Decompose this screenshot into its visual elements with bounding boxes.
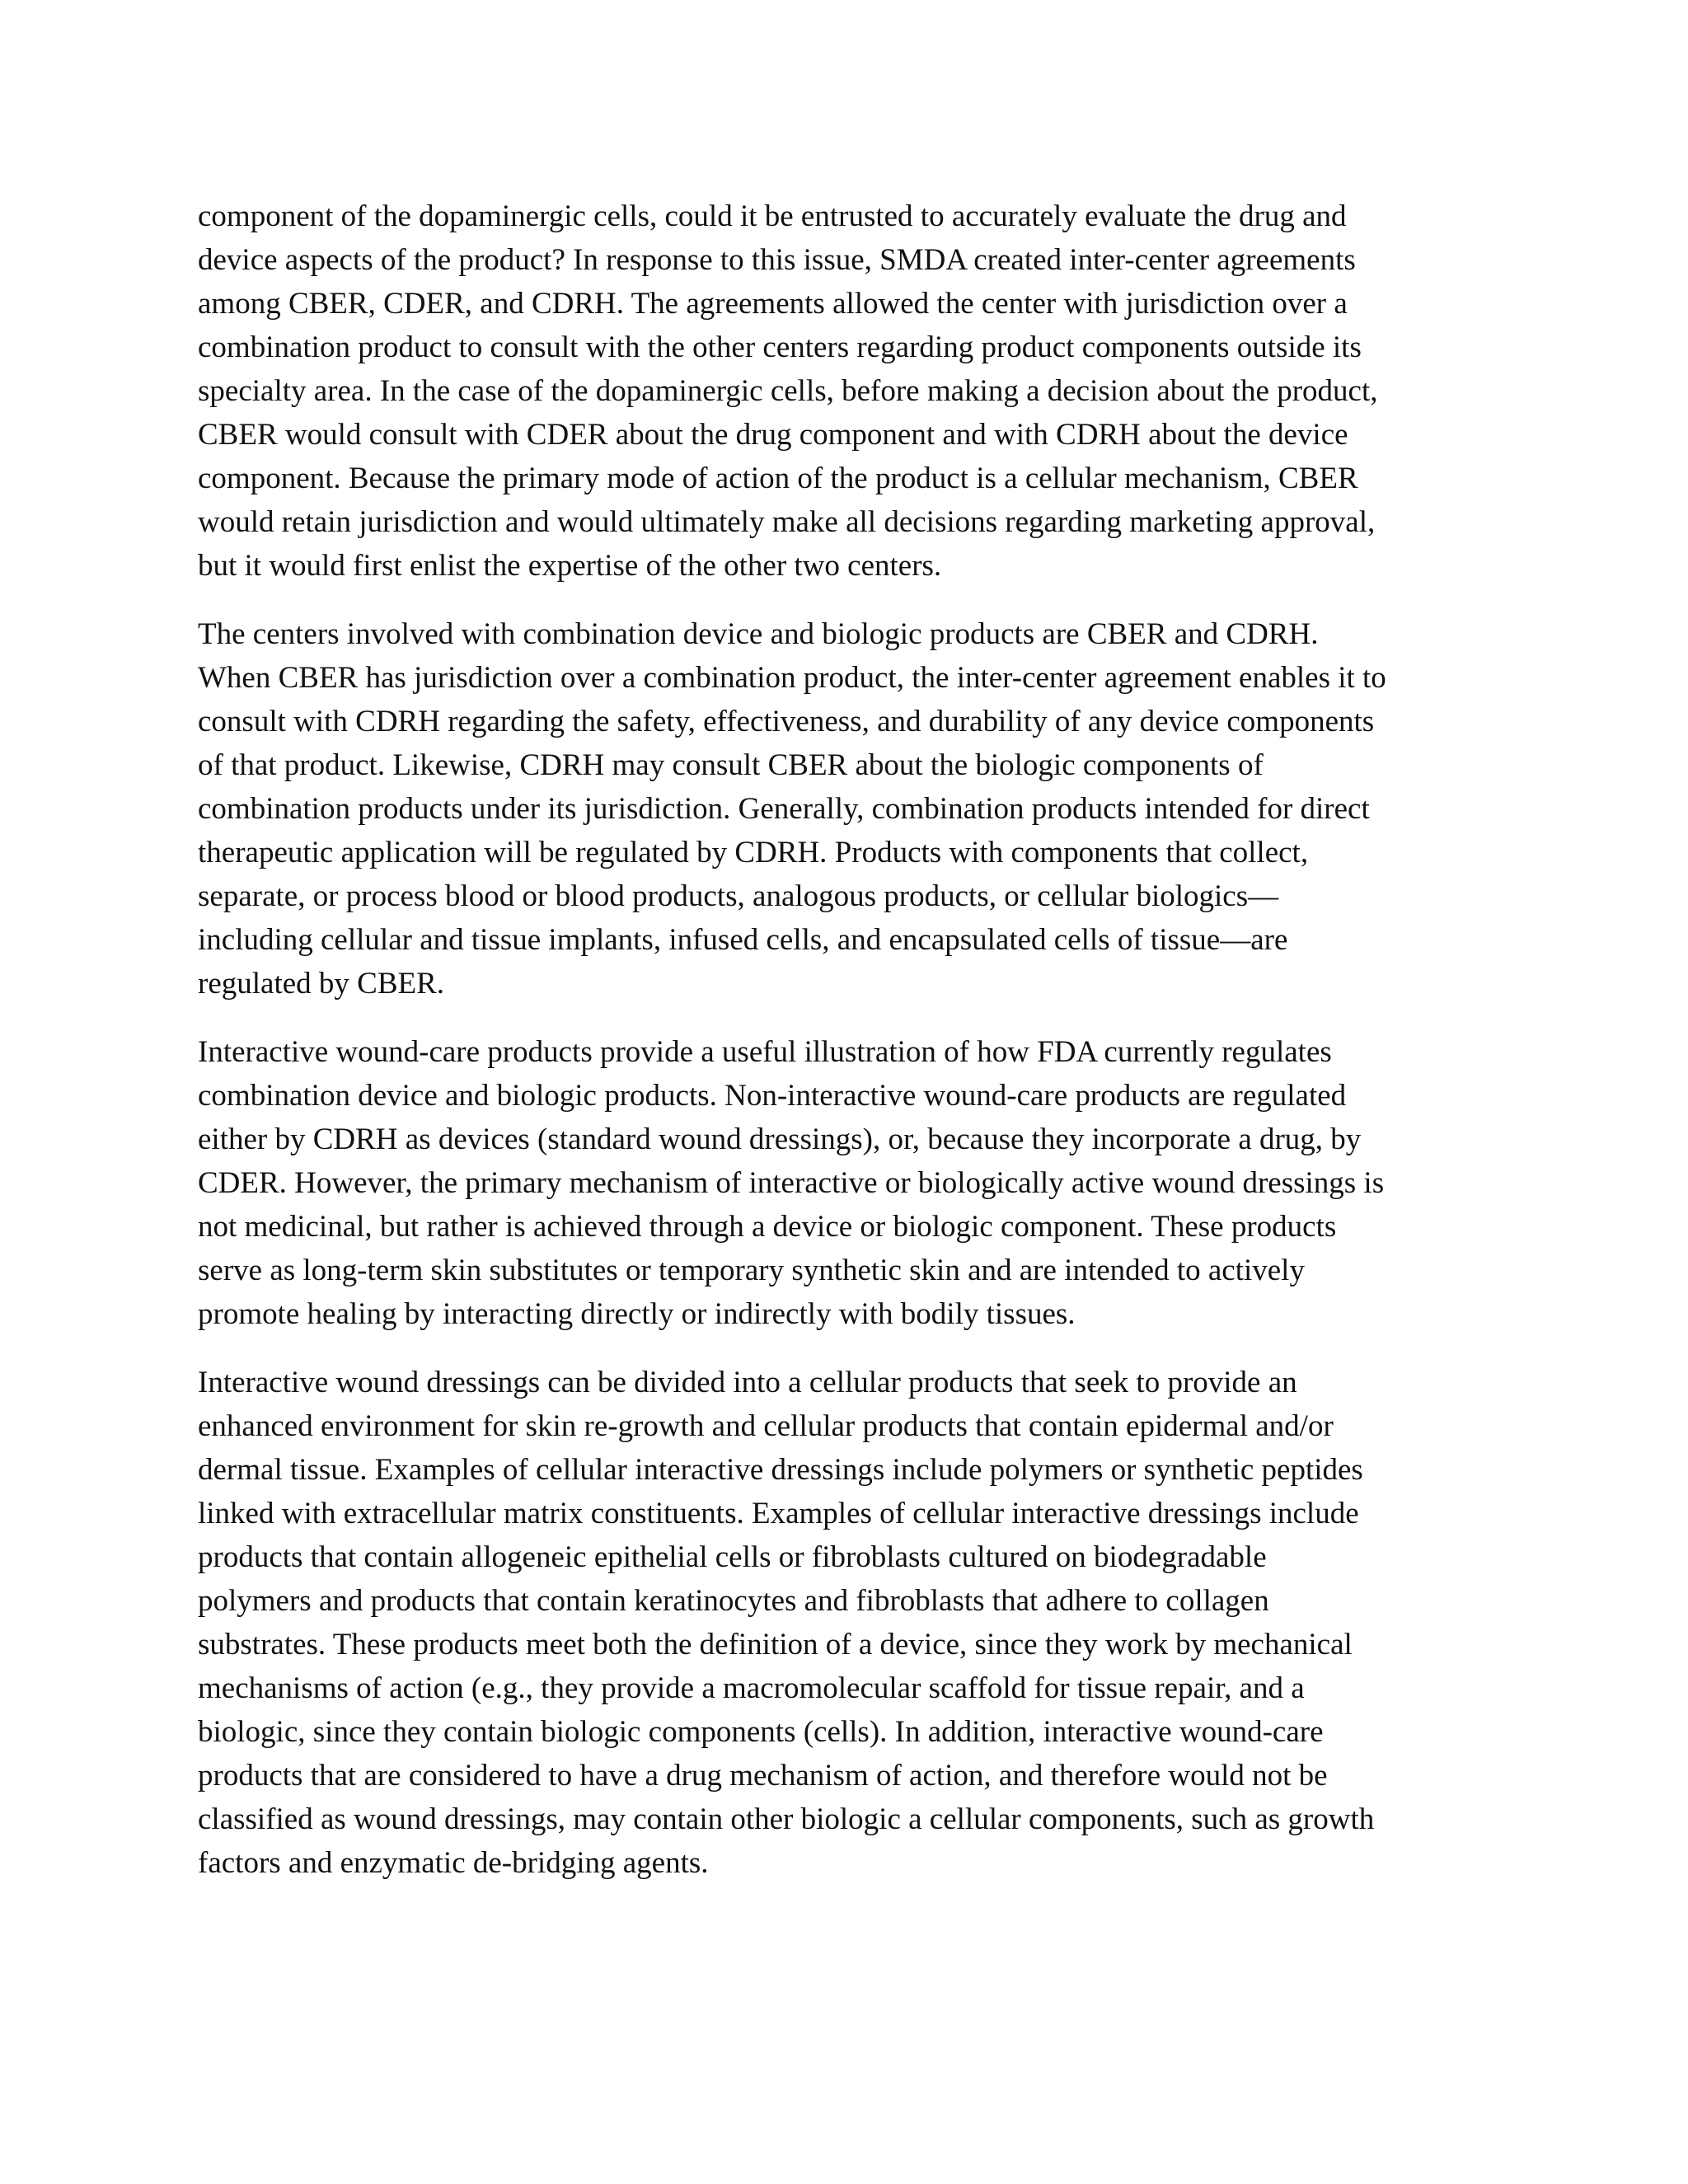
- text-line: combination device and biologic products. Non-interactive wound-care products are regulated: [198, 1079, 1347, 1113]
- paragraph-3: [198, 1030, 1484, 1336]
- text-line: mechanisms of action (e.g., they provide a macromolecular scaffold for tissue repair, and a: [198, 1671, 1305, 1705]
- text-line: separate, or process blood or blood products, analogous products, or cellular biologics—: [198, 879, 1279, 913]
- text-line: polymers and products that contain keratinocytes and fibroblasts that adhere to collagen: [198, 1584, 1269, 1618]
- paragraph-1: [198, 194, 1484, 588]
- text-line: component of the dopaminergic cells, could it be entrusted to accurately evaluate the drug and: [198, 199, 1347, 233]
- paragraph-2: [198, 612, 1484, 1005]
- text-line: including cellular and tissue implants, infused cells, and encapsulated cells of tissue—are: [198, 923, 1288, 957]
- text-line: component. Because the primary mode of action of the product is a cellular mechanism, CBER: [198, 462, 1358, 495]
- text-line: products that contain allogeneic epithelial cells or fibroblasts cultured on biodegradable: [198, 1540, 1267, 1574]
- text-line: CBER would consult with CDER about the drug component and with CDRH about the device: [198, 418, 1348, 452]
- text-line: Interactive wound dressings can be divided into a cellular products that seek to provide an: [198, 1366, 1297, 1399]
- text-line: factors and enzymatic de-bridging agents.: [198, 1846, 709, 1880]
- text-line: not medicinal, but rather is achieved through a device or biologic component. These products: [198, 1210, 1337, 1244]
- text-line: among CBER, CDER, and CDRH. The agreements allowed the center with jurisdiction over a: [198, 287, 1348, 321]
- text-line: but it would first enlist the expertise of the other two centers.: [198, 549, 942, 583]
- text-line: would retain jurisdiction and would ultimately make all decisions regarding marketing approval,: [198, 505, 1376, 539]
- text-line: The centers involved with combination device and biologic products are CBER and CDRH.: [198, 617, 1319, 651]
- text-line: Interactive wound-care products provide a useful illustration of how FDA currently regulates: [198, 1035, 1332, 1069]
- text-line: serve as long-term skin substitutes or temporary synthetic skin and are intended to actively: [198, 1254, 1305, 1287]
- text-line: combination product to consult with the other centers regarding product components outside its: [198, 330, 1362, 364]
- text-line: either by CDRH as devices (standard wound dressings), or, because they incorporate a drug, by: [198, 1122, 1362, 1156]
- text-line: combination products under its jurisdiction. Generally, combination products intended for direct: [198, 792, 1370, 826]
- paragraph-4: [198, 1361, 1484, 1885]
- text-line: products that are considered to have a drug mechanism of action, and therefore would not be: [198, 1759, 1328, 1793]
- text-line: linked with extracellular matrix constituents. Examples of cellular interactive dressings include: [198, 1497, 1359, 1530]
- text-line: regulated by CBER.: [198, 967, 445, 1001]
- text-line: biologic, since they contain biologic components (cells). In addition, interactive wound-care: [198, 1715, 1324, 1749]
- text-line: device aspects of the product? In response to this issue, SMDA created inter-center agreements: [198, 243, 1356, 277]
- text-line: therapeutic application will be regulated by CDRH. Products with components that collect,: [198, 836, 1309, 869]
- text-line: CDER. However, the primary mechanism of interactive or biologically active wound dressings is: [198, 1166, 1385, 1200]
- text-line: substrates. These products meet both the definition of a device, since they work by mechanical: [198, 1628, 1353, 1661]
- text-line: enhanced environment for skin re-growth and cellular products that contain epidermal and/or: [198, 1409, 1334, 1443]
- text-line: consult with CDRH regarding the safety, effectiveness, and durability of any device components: [198, 705, 1375, 738]
- text-line: When CBER has jurisdiction over a combination product, the inter-center agreement enables it to: [198, 661, 1386, 695]
- text-line: promote healing by interacting directly or indirectly with bodily tissues.: [198, 1297, 1076, 1331]
- text-line: specialty area. In the case of the dopaminergic cells, before making a decision about the product,: [198, 374, 1378, 408]
- document-body: [198, 194, 1484, 1910]
- text-line: classified as wound dressings, may contain other biologic a cellular components, such as growth: [198, 1802, 1375, 1836]
- text-line: of that product. Likewise, CDRH may consult CBER about the biologic components of: [198, 748, 1264, 782]
- text-line: dermal tissue. Examples of cellular interactive dressings include polymers or synthetic peptides: [198, 1453, 1363, 1487]
